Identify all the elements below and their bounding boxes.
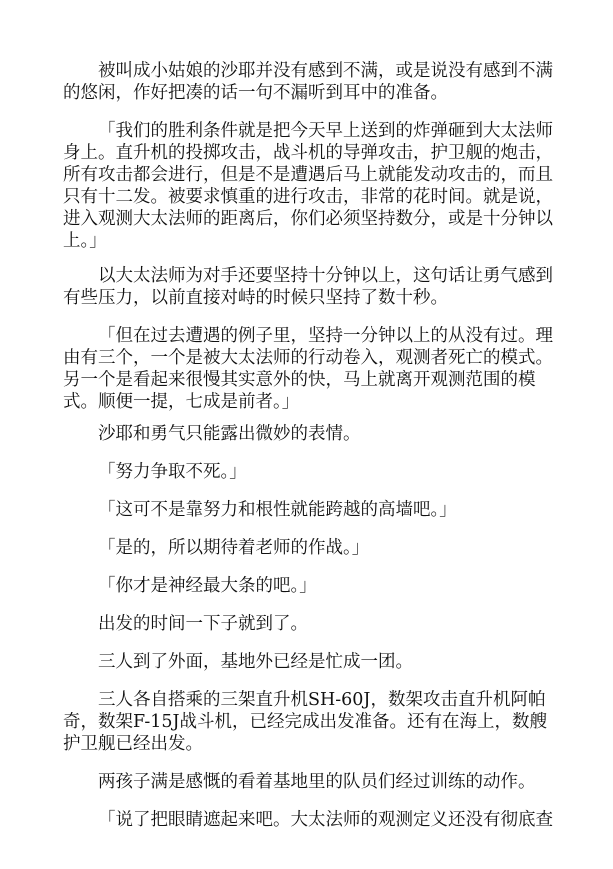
paragraph: 「是的，所以期待着老师的作战。」 xyxy=(98,538,370,558)
paragraph: 「努力争取不死。」 xyxy=(98,462,247,482)
paragraph: 「我们的胜利条件就是把今天早上送到的炸弹砸到大太法师身上。直升机的投掷攻击，战斗机的导弹攻击，护卫舰的炮击，所有攻击都会进行，但是不是遭遇后马上就能发动攻击的，而且只有十二发。被要求慎重的进行攻击，非常的花时间。就是说，进入观测大太法师的距离后，你们必须坚持数分，或是十分钟以上。」 xyxy=(63,121,553,251)
paragraph: 三人各自搭乘的三架直升机SH-60J，数架攻击直升机阿帕奇，数架F-15J战斗机，已经完成出发准备。还有在海上，数艘护卫舰已经出发。 xyxy=(63,690,548,754)
paragraph: 沙耶和勇气只能露出微妙的表情。 xyxy=(98,424,361,444)
paragraph: 以大太法师为对手还要坚持十分钟以上，这句话让勇气感到有些压力，以前直接对峙的时候只坚持了数十秒。 xyxy=(63,266,553,308)
paragraph: 「这可不是靠努力和根性就能跨越的高墙吧。」 xyxy=(98,500,457,520)
paragraph: 「说了把眼睛遮起来吧。大太法师的观测定义还没有彻底查 xyxy=(98,810,553,830)
paragraph: 「你才是神经最大条的吧。」 xyxy=(98,576,317,596)
paragraph: 被叫成小姑娘的沙耶并没有感到不满，或是说没有感到不满的悠闲，作好把凑的话一句不漏听到耳中的准备。 xyxy=(63,61,553,103)
paragraph: 两孩子满是感慨的看着基地里的队员们经过训练的动作。 xyxy=(98,772,536,792)
paragraph: 出发的时间一下子就到了。 xyxy=(98,614,308,634)
paragraph: 「但在过去遭遇的例子里，坚持一分钟以上的从没有过。理由有三个，一个是被大太法师的行动卷入，观测者死亡的模式。另一个是看起来很慢其实意外的快，马上就离开观测范围的模式。顺便一提，七成是前者。」 xyxy=(63,326,553,412)
paragraph: 三人到了外面，基地外已经是忙成一团。 xyxy=(98,652,413,672)
